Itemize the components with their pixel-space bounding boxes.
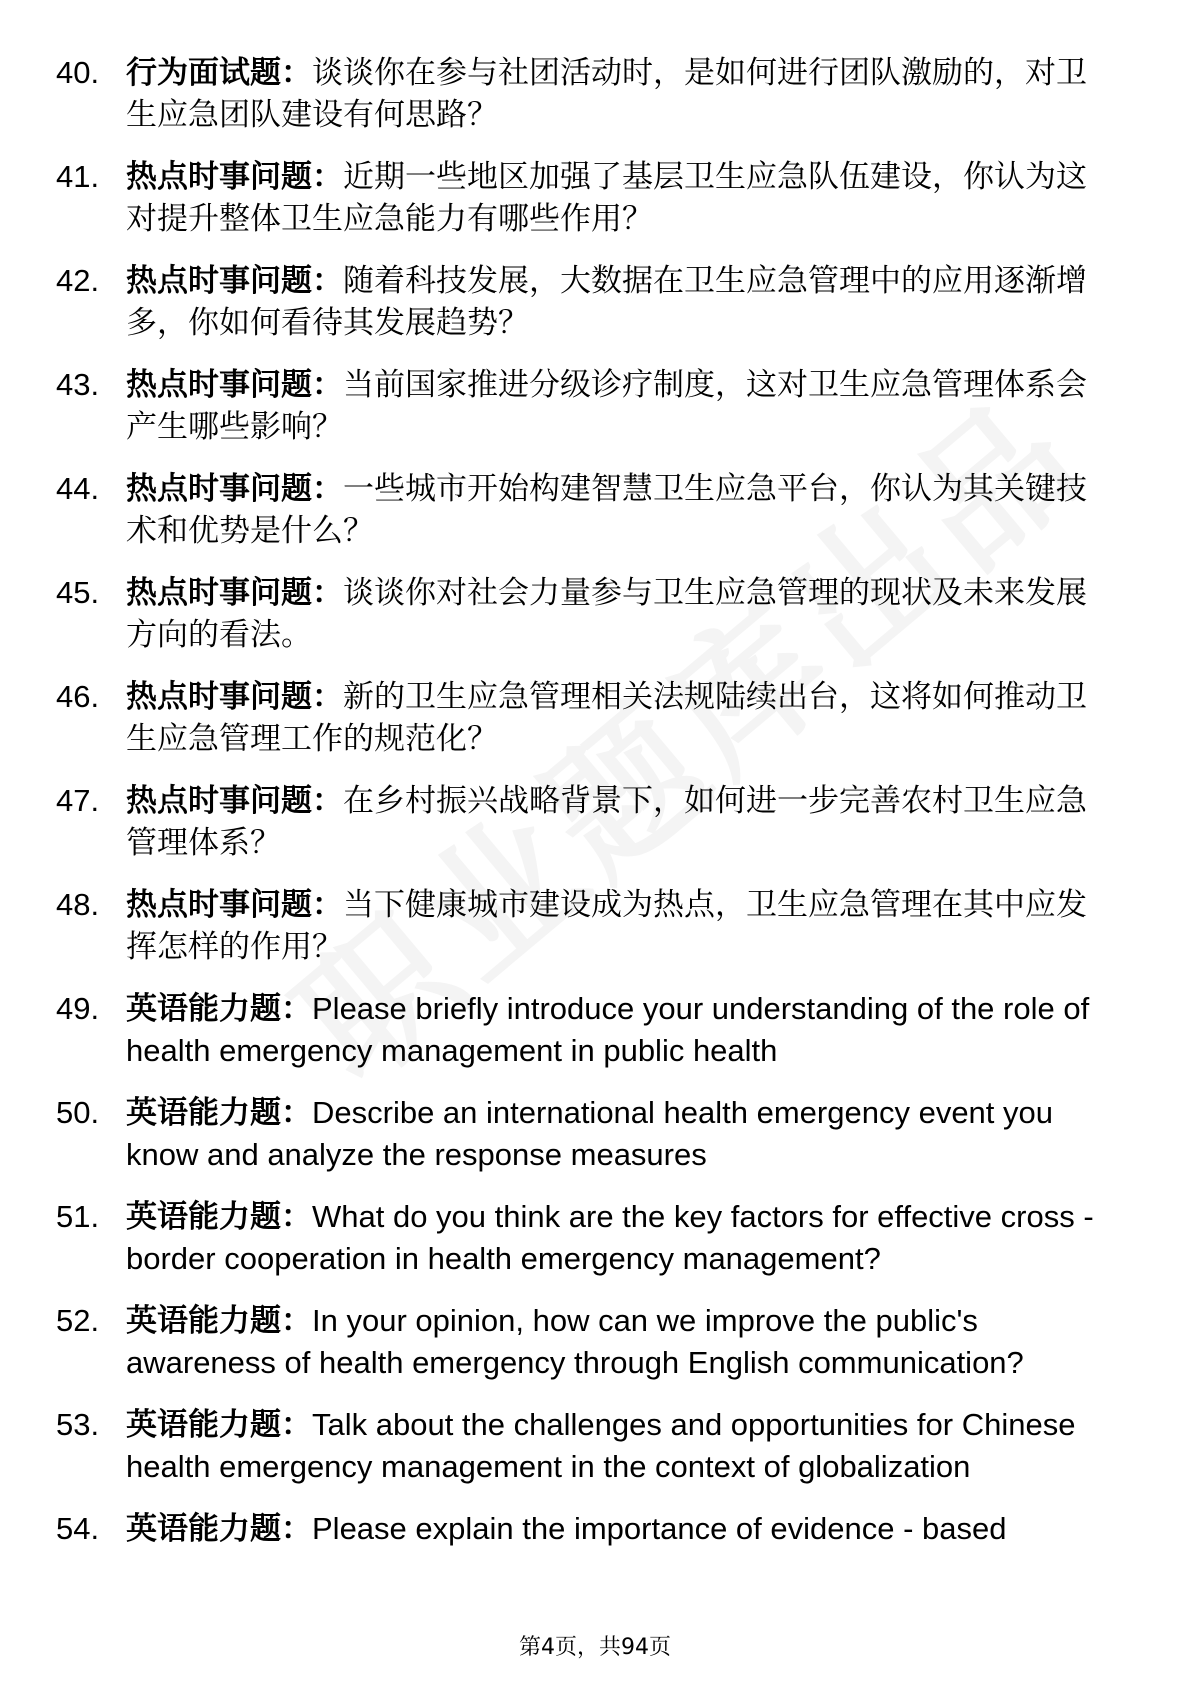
question-category: 热点时事问题： bbox=[126, 679, 343, 715]
question-category: 热点时事问题： bbox=[126, 575, 343, 611]
question-category: 热点时事问题： bbox=[126, 263, 343, 299]
question-text: Please briefly introduce your understanding of the role of health emergency management in public health bbox=[126, 991, 1090, 1068]
question-number: 49. bbox=[56, 991, 100, 1026]
list-item bbox=[56, 1508, 1116, 1550]
list-item bbox=[56, 572, 1116, 656]
question-number: 43. bbox=[56, 367, 100, 402]
question-category: 英语能力题： bbox=[126, 1095, 312, 1131]
question-number: 47. bbox=[56, 783, 100, 818]
question-text: Talk about the challenges and opportunities for Chinese health emergency management in the context of globalization bbox=[126, 1407, 1076, 1484]
question-text: Describe an international health emergency event you know and analyze the response measures bbox=[126, 1095, 1054, 1172]
list-item bbox=[56, 1092, 1116, 1176]
question-text: 当前国家推进分级诊疗制度，这对卫生应急管理体系会产生哪些影响？ bbox=[126, 367, 1087, 444]
list-item bbox=[56, 364, 1116, 448]
question-number: 45. bbox=[56, 575, 100, 610]
question-number: 48. bbox=[56, 887, 100, 922]
list-item bbox=[56, 1404, 1116, 1488]
list-item bbox=[56, 156, 1116, 240]
question-category: 英语能力题： bbox=[126, 1303, 312, 1339]
question-category: 热点时事问题： bbox=[126, 471, 343, 507]
page-footer bbox=[0, 1634, 1190, 1662]
question-category: 热点时事问题： bbox=[126, 367, 343, 403]
list-item bbox=[56, 52, 1116, 136]
question-text: Please explain the importance of evidence - based bbox=[312, 1511, 1007, 1546]
question-number: 53. bbox=[56, 1407, 100, 1442]
list-item bbox=[56, 468, 1116, 552]
question-category: 行为面试题： bbox=[126, 55, 312, 91]
question-text: In your opinion, how can we improve the public's awareness of health emergency through English communication? bbox=[126, 1303, 1024, 1380]
question-category: 热点时事问题： bbox=[126, 887, 343, 923]
list-item bbox=[56, 988, 1116, 1072]
question-category: 热点时事问题： bbox=[126, 159, 343, 195]
question-number: 51. bbox=[56, 1199, 100, 1234]
page-number-label: 第4页，共94页 bbox=[519, 1635, 671, 1660]
question-text: 谈谈你在参与社团活动时，是如何进行团队激励的，对卫生应急团队建设有何思路？ bbox=[126, 55, 1087, 132]
list-item bbox=[56, 780, 1116, 864]
question-category: 英语能力题： bbox=[126, 991, 312, 1027]
question-number: 41. bbox=[56, 159, 100, 194]
question-text: What do you think are the key factors for effective cross - border cooperation in health emergency management? bbox=[126, 1199, 1094, 1276]
question-number: 44. bbox=[56, 471, 100, 506]
question-category: 热点时事问题： bbox=[126, 783, 343, 819]
list-item bbox=[56, 260, 1116, 344]
question-text: 在乡村振兴战略背景下，如何进一步完善农村卫生应急管理体系？ bbox=[126, 783, 1087, 860]
question-text: 谈谈你对社会力量参与卫生应急管理的现状及未来发展方向的看法。 bbox=[126, 575, 1087, 652]
question-category: 英语能力题： bbox=[126, 1199, 312, 1235]
question-list bbox=[56, 52, 1116, 1570]
question-number: 40. bbox=[56, 55, 100, 90]
list-item bbox=[56, 884, 1116, 968]
question-text: 当下健康城市建设成为热点，卫生应急管理在其中应发挥怎样的作用？ bbox=[126, 887, 1087, 964]
question-number: 54. bbox=[56, 1511, 100, 1546]
question-number: 50. bbox=[56, 1095, 100, 1130]
list-item bbox=[56, 1196, 1116, 1280]
question-number: 46. bbox=[56, 679, 100, 714]
question-text: 近期一些地区加强了基层卫生应急队伍建设，你认为这对提升整体卫生应急能力有哪些作用？ bbox=[126, 159, 1087, 236]
question-number: 52. bbox=[56, 1303, 100, 1338]
question-text: 新的卫生应急管理相关法规陆续出台，这将如何推动卫生应急管理工作的规范化？ bbox=[126, 679, 1087, 756]
list-item bbox=[56, 1300, 1116, 1384]
list-item bbox=[56, 676, 1116, 760]
question-category: 英语能力题： bbox=[126, 1511, 312, 1547]
question-number: 42. bbox=[56, 263, 100, 298]
question-category: 英语能力题： bbox=[126, 1407, 312, 1443]
question-text: 随着科技发展，大数据在卫生应急管理中的应用逐渐增多，你如何看待其发展趋势？ bbox=[126, 263, 1087, 340]
question-text: 一些城市开始构建智慧卫生应急平台，你认为其关键技术和优势是什么？ bbox=[126, 471, 1087, 548]
